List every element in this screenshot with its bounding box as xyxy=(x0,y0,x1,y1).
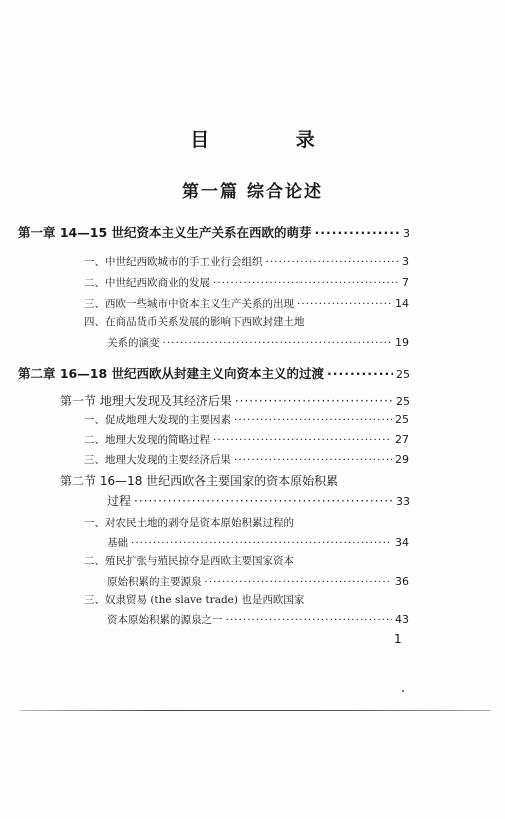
toc-page-number: 25 xyxy=(396,368,410,381)
leader-dots xyxy=(327,366,393,381)
toc-item-label: 三、地理大发现的主要经济后果 xyxy=(84,454,231,466)
leader-dots xyxy=(134,494,393,508)
leader-dots xyxy=(266,256,400,268)
toc-page-number: 19 xyxy=(395,336,409,349)
toc-item-label: 二、地理大发现的简略过程 xyxy=(84,434,210,446)
toc-page-number: 33 xyxy=(396,495,410,508)
toc-section-2-continuation[interactable] xyxy=(107,492,410,509)
leader-dots xyxy=(315,225,401,240)
toc-chapter-2[interactable] xyxy=(18,364,410,382)
toc-item-label: 二、中世纪西欧商业的发展 xyxy=(84,277,210,289)
leader-dots xyxy=(234,414,392,426)
toc-item-label: 三、西欧一些城市中资本主义生产关系的出现 xyxy=(84,298,294,310)
toc-page-number: 34 xyxy=(395,536,409,549)
leader-dots xyxy=(213,434,392,446)
toc-item-label[interactable]: 一、对农民土地的剥夺是资本原始积累过程的 xyxy=(84,517,294,529)
toc-page-number: 43 xyxy=(395,613,409,626)
toc-item-label: 原始积累的主要源泉 xyxy=(107,576,202,588)
toc-page-number: 25 xyxy=(396,395,410,408)
toc-section-label[interactable]: 第二节 16—18 世纪西欧各主要国家的资本原始积累 xyxy=(60,474,339,488)
part-title: 第一篇 综合论述 xyxy=(182,182,323,202)
leader-dots xyxy=(131,537,392,549)
toc-item-continuation[interactable] xyxy=(107,612,409,627)
bottom-rule xyxy=(20,710,490,711)
toc-item[interactable] xyxy=(84,432,409,447)
toc-page-number: 14 xyxy=(395,297,409,310)
toc-chapter-label: 第一章 14—15 世纪资本主义生产关系在西欧的萌芽 xyxy=(18,225,312,240)
page-number: 1 xyxy=(394,632,402,646)
toc-page-number: 3 xyxy=(402,255,409,268)
toc-item-label: 基础 xyxy=(107,537,128,549)
toc-page-number: 3 xyxy=(403,227,410,240)
page-title: 目 录 xyxy=(190,129,355,151)
leader-dots xyxy=(205,576,393,588)
toc-item[interactable] xyxy=(84,254,409,269)
toc-item-label: 关系的演变 xyxy=(107,337,160,349)
toc-item-label[interactable]: 四、在商品货币关系发展的影响下西欧封建土地 xyxy=(84,316,305,328)
toc-chapter-label: 第二章 16—18 世纪西欧从封建主义向资本主义的过渡 xyxy=(18,366,324,381)
toc-chapter-1[interactable] xyxy=(18,223,410,241)
toc-page-number: 29 xyxy=(395,453,409,466)
leader-dots xyxy=(297,298,392,310)
toc-section-label: 第一节 地理大发现及其经济后果 xyxy=(60,394,232,408)
toc-section-1[interactable] xyxy=(60,392,410,409)
toc-item-label: 资本原始积累的源泉之一 xyxy=(107,614,223,626)
leader-dots xyxy=(226,614,393,626)
toc-item-label[interactable]: 三、奴隶贸易 (the slave trade) 也是西欧国家 xyxy=(84,594,305,606)
toc-item-label[interactable]: 二、殖民扩张与殖民掠夺是西欧主要国家资本 xyxy=(84,555,294,567)
toc-page-number: 27 xyxy=(395,433,409,446)
toc-item-label: 一、中世纪西欧城市的手工业行会组织 xyxy=(84,256,263,268)
toc-page-number: 25 xyxy=(395,413,409,426)
leader-dots xyxy=(163,337,393,349)
toc-item[interactable] xyxy=(84,452,409,467)
ink-speck xyxy=(402,690,404,692)
toc-item[interactable] xyxy=(84,296,409,311)
toc-page-number: 7 xyxy=(402,276,409,289)
toc-item-continuation[interactable] xyxy=(107,335,409,350)
toc-item[interactable] xyxy=(84,275,409,290)
toc-item-continuation[interactable] xyxy=(107,574,409,589)
toc-page-number: 36 xyxy=(395,575,409,588)
toc-item[interactable] xyxy=(84,412,409,427)
leader-dots xyxy=(234,454,392,466)
leader-dots xyxy=(235,394,393,408)
leader-dots xyxy=(213,277,399,289)
toc-item-label: 一、促成地理大发现的主要因素 xyxy=(84,414,231,426)
toc-item-continuation[interactable] xyxy=(107,535,409,550)
toc-section-label: 过程 xyxy=(107,494,132,508)
